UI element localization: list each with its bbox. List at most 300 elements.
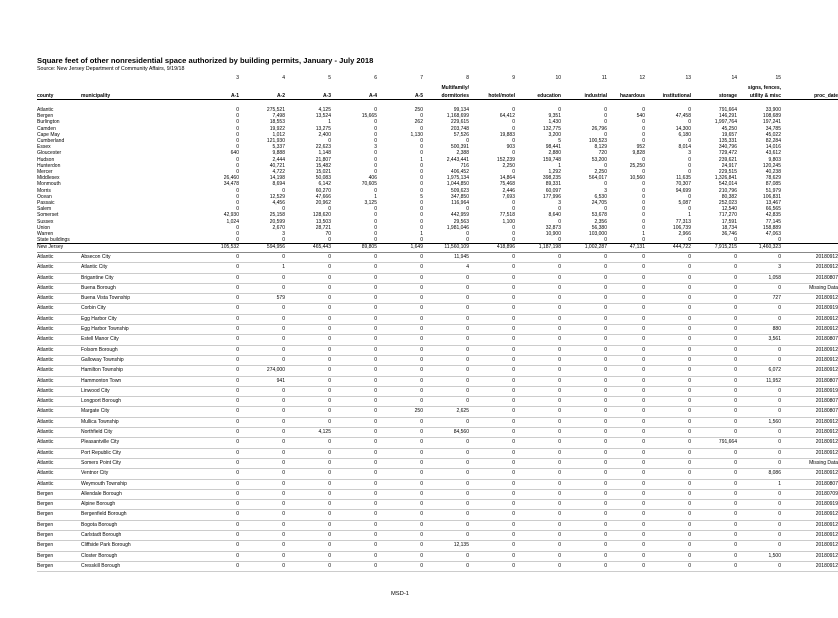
value-cell: 42,835: [765, 212, 781, 219]
value-cell: 0: [607, 294, 645, 304]
value-cell: 0: [515, 510, 561, 520]
value-cell: 0: [193, 304, 239, 314]
value-cell: 0: [691, 531, 737, 541]
municipality-name: Folsom Borough: [81, 345, 193, 355]
value-cell: 0: [331, 489, 377, 499]
value-cell: 89,805: [331, 244, 377, 251]
value-cell: 0: [561, 469, 607, 479]
value-cell: 3: [688, 150, 691, 157]
value-cell: 0: [193, 551, 239, 561]
value-cell: 262: [414, 119, 423, 126]
table-row: [37, 366, 838, 376]
value-cell: 0: [561, 253, 607, 263]
total-row: [37, 244, 838, 251]
county-name: Atlantic: [37, 417, 81, 427]
value-cell: 0: [512, 107, 515, 113]
value-cell: 0: [515, 314, 561, 324]
county-name: Atlantic: [37, 376, 81, 386]
value-cell: 0: [645, 531, 691, 541]
municipality-name: Pleasantville City: [81, 438, 193, 448]
column-header-line1: [515, 84, 561, 91]
value-cell: 0: [645, 294, 691, 304]
value-cell: 8,694: [272, 181, 285, 188]
value-cell: 0: [515, 520, 561, 530]
column-header-line1: Multifamily/: [441, 84, 469, 91]
county-name: Atlantic: [37, 107, 54, 113]
value-cell: 406: [368, 175, 377, 182]
value-cell: 0: [515, 253, 561, 263]
value-cell: 0: [423, 520, 469, 530]
value-cell: 0: [737, 520, 781, 530]
value-cell: 0: [469, 489, 515, 499]
county-name: Atlantic: [37, 263, 81, 273]
value-cell: 0: [193, 314, 239, 324]
value-cell: 542,014: [718, 181, 737, 188]
value-cell: 0: [423, 386, 469, 396]
value-cell: 0: [607, 448, 645, 458]
proc-date: 20180912: [781, 448, 838, 458]
value-cell: 6,530: [594, 193, 607, 200]
value-cell: 0: [423, 417, 469, 427]
value-cell: 57,526: [453, 131, 469, 138]
proc-date: 20180912: [781, 345, 838, 355]
value-cell: 0: [193, 428, 239, 438]
value-cell: 0: [236, 187, 239, 194]
county-summary-row: [37, 237, 838, 244]
table-row: [37, 335, 838, 345]
municipality-name: Linwood City: [81, 386, 193, 396]
value-cell: 0: [469, 335, 515, 345]
county-name: Atlantic: [37, 386, 81, 396]
value-cell: 791,664: [691, 438, 737, 448]
value-cell: 0: [561, 407, 607, 417]
value-cell: 26,796: [591, 125, 607, 132]
value-cell: 2,388: [456, 150, 469, 157]
table-row: [37, 510, 838, 520]
value-cell: 2,250: [502, 162, 515, 169]
value-cell: 203,748: [450, 125, 469, 132]
value-cell: 197,241: [762, 119, 781, 126]
value-cell: 0: [737, 438, 781, 448]
value-cell: 0: [377, 428, 423, 438]
value-cell: 0: [607, 541, 645, 551]
value-cell: 0: [469, 561, 515, 571]
value-cell: 0: [515, 345, 561, 355]
value-cell: 0: [420, 125, 423, 132]
value-cell: 0: [377, 314, 423, 324]
value-cell: 15,021: [315, 169, 331, 176]
value-cell: 0: [239, 561, 285, 571]
value-cell: 3: [604, 187, 607, 194]
value-cell: 0: [377, 438, 423, 448]
value-cell: 0: [193, 489, 239, 499]
value-cell: 0: [645, 397, 691, 407]
value-cell: 0: [285, 273, 331, 283]
value-cell: 0: [377, 417, 423, 427]
county-name: Atlantic: [37, 294, 81, 304]
value-cell: 0: [469, 551, 515, 561]
value-cell: 0: [515, 397, 561, 407]
proc-date: 20180912: [781, 314, 838, 324]
table-row: [37, 520, 838, 530]
value-cell: 6,180: [678, 131, 691, 138]
value-cell: 1,649: [377, 244, 423, 251]
value-cell: 84,560: [423, 428, 469, 438]
value-cell: 2,446: [502, 187, 515, 194]
value-cell: 1: [737, 479, 781, 489]
municipality-name: Alpine Borough: [81, 500, 193, 510]
value-cell: 0: [236, 224, 239, 231]
value-cell: 0: [377, 335, 423, 345]
value-cell: 11,635: [676, 175, 691, 182]
value-cell: 1,981,046: [446, 224, 469, 231]
value-cell: 0: [561, 479, 607, 489]
value-cell: 0: [515, 294, 561, 304]
value-cell: 0: [512, 125, 515, 132]
value-cell: 1,100: [502, 218, 515, 225]
proc-date: 20180807: [781, 273, 838, 283]
value-cell: 0: [645, 469, 691, 479]
value-cell: 0: [561, 355, 607, 365]
value-cell: 1,024: [226, 218, 239, 225]
column-number: 8: [466, 75, 469, 81]
value-cell: 0: [193, 500, 239, 510]
value-cell: 0: [282, 206, 285, 213]
value-cell: 0: [561, 294, 607, 304]
county-name: Atlantic: [37, 283, 81, 293]
column-number: 6: [374, 75, 377, 81]
table-row: [37, 397, 838, 407]
value-cell: 0: [239, 397, 285, 407]
county-name: Hudson: [37, 156, 55, 163]
value-cell: 0: [691, 376, 737, 386]
value-cell: 0: [236, 119, 239, 126]
value-cell: 0: [469, 366, 515, 376]
table-row: [37, 489, 838, 499]
county-name: Atlantic: [37, 304, 81, 314]
value-cell: 12,529: [269, 193, 285, 200]
value-cell: 2,250: [594, 169, 607, 176]
value-cell: 0: [607, 520, 645, 530]
value-cell: 0: [285, 510, 331, 520]
municipality-name: Hamilton Township: [81, 366, 193, 376]
value-cell: 0: [328, 206, 331, 213]
value-cell: 45,022: [765, 131, 781, 138]
value-cell: 106,831: [762, 193, 781, 200]
value-cell: 0: [239, 386, 285, 396]
value-cell: 0: [515, 531, 561, 541]
value-cell: 0: [193, 366, 239, 376]
value-cell: 12,135: [423, 541, 469, 551]
value-cell: 0: [377, 325, 423, 335]
value-cell: 1: [688, 212, 691, 219]
value-cell: 94,699: [675, 187, 691, 194]
value-cell: 0: [737, 345, 781, 355]
value-cell: 1,012: [272, 131, 285, 138]
value-cell: 0: [512, 150, 515, 157]
value-cell: 0: [642, 156, 645, 163]
value-cell: 0: [285, 366, 331, 376]
value-cell: 0: [193, 273, 239, 283]
column-number: 4: [282, 75, 285, 81]
value-cell: 0: [642, 119, 645, 126]
value-cell: 10,560: [629, 175, 645, 182]
value-cell: 0: [561, 345, 607, 355]
value-cell: 0: [469, 417, 515, 427]
column-header: storage: [691, 91, 737, 100]
value-cell: 4,125: [285, 428, 331, 438]
column-number: 5: [328, 75, 331, 81]
value-cell: 108,689: [762, 113, 781, 120]
value-cell: 0: [515, 551, 561, 561]
value-cell: 274,000: [239, 366, 285, 376]
value-cell: 0: [377, 489, 423, 499]
proc-date: 20180912: [781, 366, 838, 376]
value-cell: 0: [607, 304, 645, 314]
table-row: [37, 417, 838, 427]
value-cell: 0: [331, 500, 377, 510]
value-cell: 0: [239, 551, 285, 561]
value-cell: 0: [423, 551, 469, 561]
value-cell: 0: [737, 489, 781, 499]
value-cell: 0: [607, 355, 645, 365]
county-name: Bergen: [37, 551, 81, 561]
value-cell: 2,444: [272, 156, 285, 163]
proc-date: 20180709: [781, 489, 838, 499]
value-cell: 0: [469, 500, 515, 510]
county-name: Atlantic: [37, 273, 81, 283]
value-cell: 4,125: [318, 107, 331, 113]
value-cell: 0: [561, 510, 607, 520]
value-cell: 1,500: [737, 551, 781, 561]
value-cell: 0: [469, 263, 515, 273]
value-cell: 0: [645, 541, 691, 551]
value-cell: 0: [561, 397, 607, 407]
county-name: Atlantic: [37, 325, 81, 335]
value-cell: 250: [377, 407, 423, 417]
county-name: Warren: [37, 231, 54, 238]
value-cell: 0: [193, 263, 239, 273]
value-cell: 1: [558, 162, 561, 169]
value-cell: 0: [285, 294, 331, 304]
value-cell: 0: [691, 355, 737, 365]
value-cell: 0: [374, 231, 377, 238]
municipality-name: Buena Vista Township: [81, 294, 193, 304]
value-cell: 3: [282, 231, 285, 238]
value-cell: 0: [469, 294, 515, 304]
value-cell: 0: [737, 458, 781, 468]
value-cell: 418,896: [469, 244, 515, 251]
table-row: [37, 428, 838, 438]
value-cell: 19,883: [499, 131, 515, 138]
value-cell: 1,148: [318, 150, 331, 157]
value-cell: 0: [737, 283, 781, 293]
value-cell: 1,130: [410, 131, 423, 138]
value-cell: 0: [691, 448, 737, 458]
value-cell: 0: [515, 335, 561, 345]
value-cell: 15,665: [361, 113, 377, 120]
value-cell: 0: [515, 448, 561, 458]
value-cell: 21,807: [315, 156, 331, 163]
value-cell: 0: [331, 520, 377, 530]
value-cell: 0: [423, 561, 469, 571]
value-cell: 0: [561, 263, 607, 273]
column-number: 9: [512, 75, 515, 81]
value-cell: 0: [423, 294, 469, 304]
column-header: utility & misc: [737, 91, 781, 100]
value-cell: 0: [691, 273, 737, 283]
value-cell: 0: [515, 561, 561, 571]
proc-date: 20180912: [781, 438, 838, 448]
value-cell: 0: [645, 428, 691, 438]
value-cell: 0: [558, 107, 561, 113]
spacer-cell: [781, 84, 838, 91]
value-cell: 0: [691, 489, 737, 499]
value-cell: 0: [193, 283, 239, 293]
value-cell: 53,200: [591, 156, 607, 163]
value-cell: 0: [466, 231, 469, 238]
value-cell: 0: [688, 119, 691, 126]
value-cell: 0: [469, 283, 515, 293]
value-cell: 32,873: [545, 224, 561, 231]
column-header: A-3: [285, 91, 331, 100]
value-cell: 0: [512, 200, 515, 207]
value-cell: 0: [377, 376, 423, 386]
value-cell: 564,017: [588, 175, 607, 182]
value-cell: 1,292: [548, 169, 561, 176]
table-row: [37, 263, 838, 273]
value-cell: 0: [377, 273, 423, 283]
value-cell: 4: [423, 263, 469, 273]
value-cell: 0: [515, 376, 561, 386]
value-cell: 0: [469, 345, 515, 355]
report-title: Square feet of other nonresidential space authorized by building permits, January - July 2018: [37, 56, 374, 65]
value-cell: 106,739: [672, 224, 691, 231]
value-cell: 0: [239, 417, 285, 427]
column-header-line1: [469, 84, 515, 91]
column-header: hotel/motel: [469, 91, 515, 100]
county-name: New Jersey: [37, 244, 81, 251]
proc-date: 20180807: [781, 407, 838, 417]
municipality-name: Cresskill Borough: [81, 561, 193, 571]
column-header: institutional: [645, 91, 691, 100]
value-cell: 3,200: [548, 131, 561, 138]
value-cell: 0: [331, 448, 377, 458]
spacer-cell: [37, 74, 81, 82]
proc-date: 20180912: [781, 253, 838, 263]
value-cell: 0: [561, 448, 607, 458]
table-row: [37, 253, 838, 263]
column-number: 13: [685, 75, 691, 81]
value-cell: 0: [331, 283, 377, 293]
value-cell: 0: [469, 531, 515, 541]
value-cell: 0: [688, 107, 691, 113]
spacer-cell: [781, 244, 838, 251]
value-cell: 9,888: [272, 150, 285, 157]
value-cell: 177,996: [542, 193, 561, 200]
value-cell: 2,356: [594, 218, 607, 225]
value-cell: 0: [607, 531, 645, 541]
value-cell: 9,803: [768, 156, 781, 163]
value-cell: 28,721: [315, 224, 331, 231]
column-header-line1: [193, 84, 239, 91]
value-cell: 275,521: [266, 107, 285, 113]
value-cell: 0: [607, 500, 645, 510]
value-cell: 0: [377, 458, 423, 468]
county-name: Bergen: [37, 561, 81, 571]
value-cell: 579: [239, 294, 285, 304]
value-cell: 0: [374, 119, 377, 126]
value-cell: 0: [737, 510, 781, 520]
value-cell: 0: [688, 156, 691, 163]
page-footer: MSD-1: [390, 591, 410, 597]
value-cell: 11,952: [737, 376, 781, 386]
value-cell: 25,158: [269, 212, 285, 219]
value-cell: 0: [512, 206, 515, 213]
municipality-name: Brigantine City: [81, 273, 193, 283]
value-cell: 0: [515, 407, 561, 417]
value-cell: 0: [420, 113, 423, 120]
municipality-name: Egg Harbor Township: [81, 325, 193, 335]
value-cell: 0: [193, 335, 239, 345]
value-cell: 0: [642, 138, 645, 145]
value-cell: 0: [285, 376, 331, 386]
value-cell: 0: [561, 438, 607, 448]
proc-date: 20180807: [781, 397, 838, 407]
value-cell: 0: [377, 469, 423, 479]
value-cell: 0: [236, 193, 239, 200]
value-cell: 0: [420, 169, 423, 176]
value-cell: 0: [561, 561, 607, 571]
municipality-name: Bergenfield Borough: [81, 510, 193, 520]
value-cell: 1: [328, 119, 331, 126]
value-cell: 0: [737, 397, 781, 407]
value-cell: 18,553: [269, 119, 285, 126]
value-cell: 0: [285, 283, 331, 293]
value-cell: 229,515: [718, 169, 737, 176]
value-cell: 0: [558, 218, 561, 225]
value-cell: 0: [737, 253, 781, 263]
value-cell: 5: [420, 193, 423, 200]
value-cell: 1,975,134: [446, 175, 469, 182]
value-cell: 0: [239, 325, 285, 335]
value-cell: 0: [691, 510, 737, 520]
value-cell: 60,270: [315, 187, 331, 194]
table-row: [37, 355, 838, 365]
value-cell: 0: [561, 376, 607, 386]
value-cell: 0: [331, 294, 377, 304]
value-cell: 2,625: [423, 407, 469, 417]
table-row: [37, 314, 838, 324]
value-cell: 0: [377, 531, 423, 541]
value-cell: 0: [607, 489, 645, 499]
county-name: Morris: [37, 187, 51, 194]
value-cell: 0: [607, 407, 645, 417]
column-number: 12: [639, 75, 645, 81]
column-header: A-2: [239, 91, 285, 100]
value-cell: 1: [239, 263, 285, 273]
value-cell: 0: [642, 200, 645, 207]
value-cell: 66,565: [765, 206, 781, 213]
value-cell: 0: [193, 294, 239, 304]
value-cell: 0: [285, 520, 331, 530]
county-name: Atlantic: [37, 479, 81, 489]
county-name: Bergen: [37, 489, 81, 499]
value-cell: 0: [285, 438, 331, 448]
county-name: Cumberland: [37, 138, 65, 145]
value-cell: 0: [645, 304, 691, 314]
value-cell: 0: [737, 500, 781, 510]
